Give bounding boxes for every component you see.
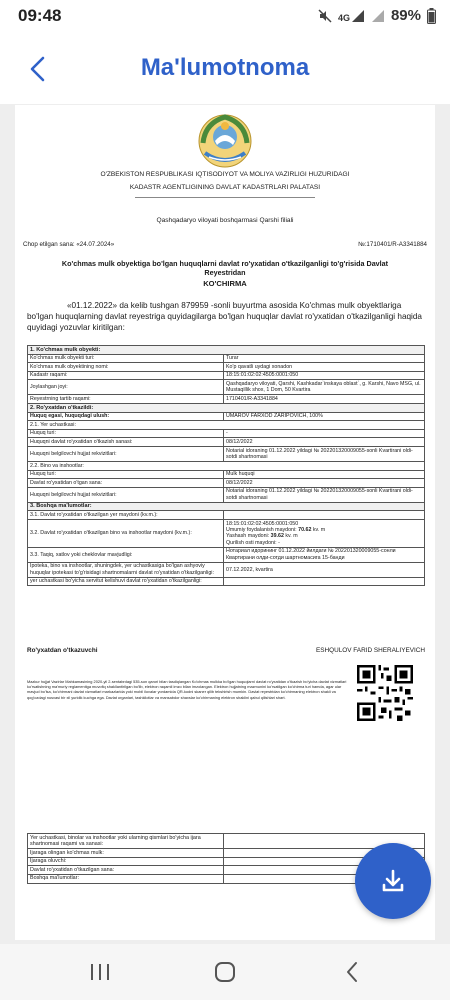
- table-row: Huquqni belgilovchi hujjat rekvizitlari: Notarial idoraning 01.12.2022 yildagi № 202201320009055-sonli Kvartirani oldi-sotdi shartnomasi: [28, 487, 425, 502]
- registrar-name: ESHQULOV FARID SHERALIYEVICH: [315, 647, 425, 654]
- org-line-2: KADASTR AGENTLIGINING DAVLAT KADASTRLARI PALATASI: [129, 184, 321, 191]
- branch-name: Qashqadaryo viloyati boshqarmasi Qarshi filiali: [156, 217, 294, 224]
- home-button[interactable]: [211, 958, 239, 986]
- signal-4g-icon: [338, 9, 365, 23]
- table-row: Kadastr raqami: 18:15:01:02:02:4505:0001:050: [28, 371, 425, 380]
- network-type-label: 4G: [337, 12, 350, 23]
- table-row: yer uchastkasi bo'yicha servitut kelishuvi davlat ro'yxatidan o'tkazilganligi:: [28, 577, 425, 586]
- nav-back-button[interactable]: [340, 958, 364, 986]
- page-title: Ma'lumotnoma: [140, 54, 310, 81]
- battery-icon: [427, 8, 436, 24]
- qr-code-icon: [357, 665, 413, 721]
- section-1-heading: 1. Ko'chmas mulk obyekti:: [28, 346, 425, 355]
- table-row: Ko'chmas mulk obyekti turi: Turar: [28, 354, 425, 363]
- status-time: 09:48: [18, 6, 62, 25]
- recents-button[interactable]: [86, 958, 114, 986]
- section-2-heading: 2. Ro'yxatdan o'tkazildi:: [28, 403, 425, 412]
- download-button[interactable]: [355, 843, 431, 919]
- table-row: Joylashgan joyi: Qashqadaryo viloyati, Qarshi, Kashkadar`inskaya oblast`, g. Karshi, Navo MSG, ul. Mustaqillik shox, 1 Dom, 50 Kvartira: [28, 380, 425, 395]
- table-row: Ijaraga oluvchi:: [28, 857, 425, 866]
- property-table: [27, 345, 425, 586]
- table-row: Davlat ro'yxatidan o'tkazilgan sana:: [28, 866, 425, 875]
- table-row: Yer uchastkasi, binolar va inshootlar yoki ularning qismlari bo'yicha ijara shartnomasi raqami va sanasi:: [28, 834, 425, 849]
- legal-footnote: Mazkur hujjat Vazirlar Mahkamasining 2020-yil 2-sentabrdagi 535-son qarori bilan tasdiqlangan Ko'chmas mulkka bo'lgan huquqlarni davlat ro'yxatidan o'tkazish bo'yicha davlat xizmatlari ko'rsatishning ma'muriy reglamentiga muvofiq shakllantirilgan bo'lib, elektron raqamli imzo bilan imzolangan. Elektron hujjatning mazmunini ko'rsatilgan ko'chirma turi hamda, agar ular mavjud bo'lsa, ko'chirmani davlat xizmatlari markazlarida yoki mobil ilovalar yordamida QR-kodni skaner qilib tekshirish mumkin. Davlat reyestridan ko'chirmaning elektron shakli va qog'ozdagi nusxasi bir xil yuridik kuchga ega. Davlat organlari, tashkilotlar va mansabdor shaxslar ko'chirmaning elektron shaklini qabul qilishlari shart.: [27, 679, 347, 700]
- status-bar: [0, 0, 450, 34]
- table-row: 3.2. Davlat ro'yxatidan o'tkazilgan bino va inshootlar maydoni (kv.m.): 18:15:01:02:02:4505:0001:050 Umumiy foydalanish maydoni: 70.62 kv. m Yashash maydoni: 39.62 kv. m Qurilish osti maydoni: -: [28, 519, 425, 547]
- download-icon: [380, 868, 406, 894]
- table-row: Huquq egasi, huquqdagi ulush: UMAROV FARXOD ZARIPOVICH, 100%: [28, 412, 425, 421]
- table-row: Huquq turi: Mulk huquqi: [28, 470, 425, 479]
- document-number: №:1710401/R-A3341884: [358, 241, 427, 248]
- table-row: Davlat ro'yxatidan o'tgan sana: 08/12/2022: [28, 479, 425, 488]
- table-row: Reyestrning tartib raqami: 1710401/R-A3341884: [28, 395, 425, 404]
- table-row: 2.1. Yer uchastkasi:: [28, 421, 425, 430]
- table-row: Huquq turi: -: [28, 429, 425, 438]
- document-title-2: Reyestridan: [204, 268, 246, 277]
- document-page: [15, 105, 435, 940]
- battery-percent: 89%: [390, 7, 421, 24]
- system-nav-bar: [0, 944, 450, 1000]
- status-icons: [318, 7, 436, 24]
- table-row: 3.3. Taqiq, xatlov yoki cheklovlar mavjudligi: Нотариал идорининг 01.12.2022 йилдаги № 202201320009055-сонли Квартирани олди-сотди шартномасига 15-банди: [28, 547, 425, 562]
- table-row: Ko'chmas mulk obyektining nomi: Ko'p qavatli uydagi xonadon: [28, 363, 425, 372]
- mute-icon: [318, 9, 332, 23]
- table-row: 3.1. Davlat ro'yxatidan o'tkazilgan yer maydoni (kv.m.):: [28, 511, 425, 520]
- back-icon: [345, 961, 359, 983]
- registrar-label: Ro'yxatdan o'tkazuvchi: [27, 647, 98, 654]
- table-row: Ipoteka, bino va inshootlar, shuningdek, yer uchastkasiga bo'lgan ashyoviy huquqlar ipotekasi to'g'risidagi shartnomalarni davlat ro'yxatidan o'tkazilganligi: 07.12.2022, kvartira: [28, 562, 425, 577]
- app-header: [0, 34, 450, 104]
- table-row: Boshqa ma'lumotlar:: [28, 874, 425, 883]
- table-row: Huquqni belgilovchi hujjat rekvizitlari: Notarial idoraning 01.12.2022 yildagi № 202201320009055-sonli Kvartirani oldi-sotdi shartnomasi: [28, 446, 425, 461]
- signal-bars-icon: [371, 9, 385, 23]
- intro-paragraph: «01.12.2022» da kelib tushgan 879959 -sonli buyurtma asosida Ko'chmas mulk obyektlariga bo'lgan huquqlarning davlat reyestriga quyidagilarga bo'lgan huquqlar davlat ro'yxatidan o'tkazilganligi haqida quyidagi yozuvlar kiritilgan:: [27, 301, 422, 332]
- table-row: Ijaraga olingan ko'chmas mulk:: [28, 849, 425, 858]
- document-title-1: Ko'chmas mulk obyektiga bo'lgan huquqlarni davlat ro'yxatidan o'tkazilganligi to'g'risida Davlat: [61, 259, 389, 268]
- document-subtitle: KO'CHIRMA: [203, 279, 247, 288]
- section-3-heading: 3. Boshqa ma'lumotlar:: [28, 502, 425, 511]
- recents-icon: [89, 962, 111, 982]
- table-row: 2.2. Bino va inshootlar:: [28, 461, 425, 470]
- header-divider: [135, 197, 315, 198]
- document-viewer[interactable]: [0, 104, 450, 944]
- home-icon: [214, 961, 236, 983]
- print-date: Chop etilgan sana: «24.07.2024»: [23, 241, 115, 248]
- table-row: Huquqni davlat ro'yxatidan o'tkazish sanasi: 08/12/2022: [28, 438, 425, 447]
- org-line-1: O'ZBEKISTON RESPUBLIKASI IQTISODIYOT VA MOLIYA VAZIRLIGI HUZURIDAGI: [100, 171, 350, 178]
- state-emblem-icon: [197, 113, 253, 169]
